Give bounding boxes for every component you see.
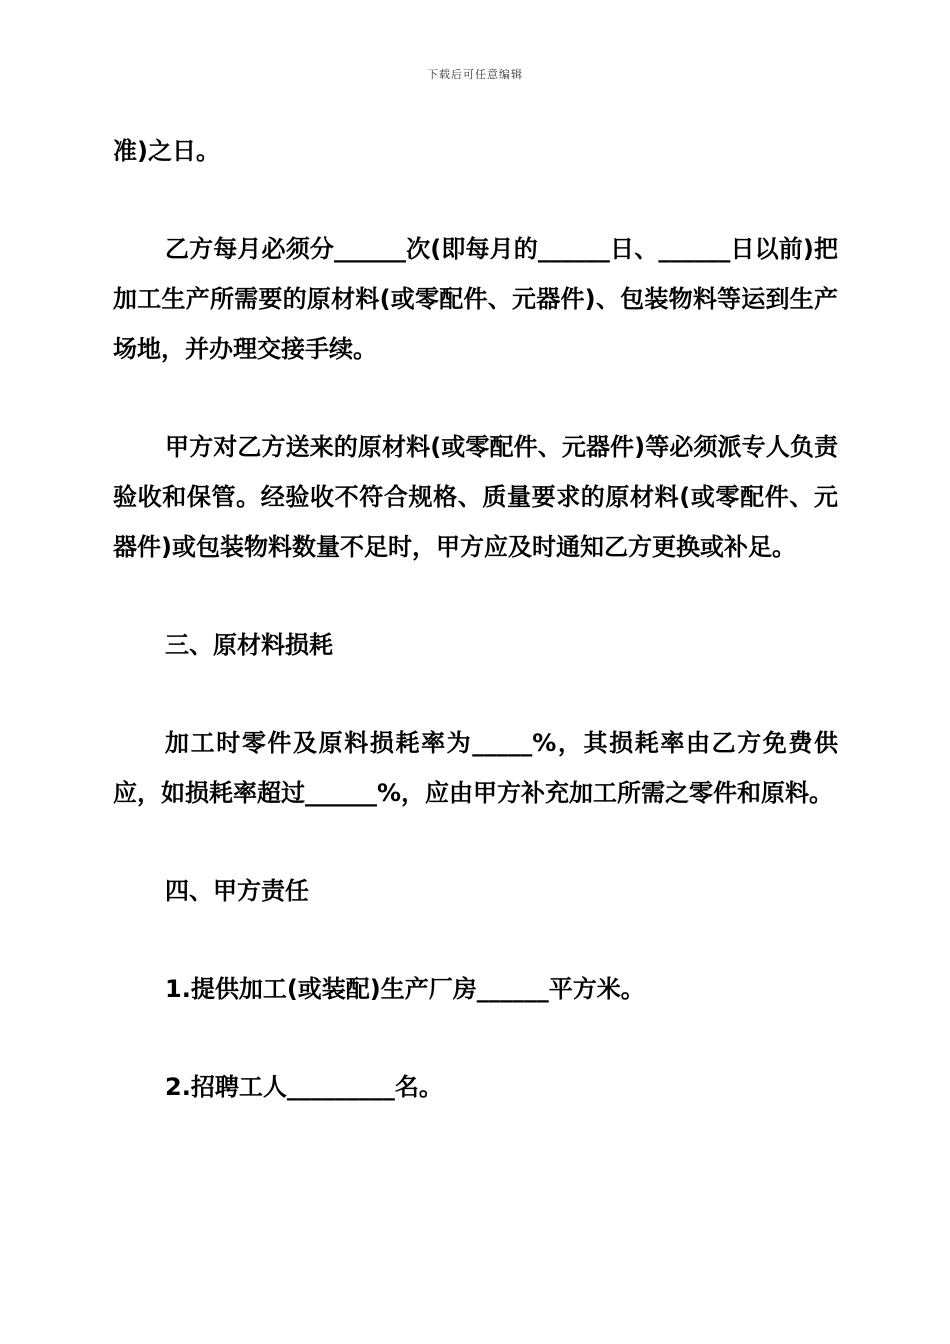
section-heading-material-loss: 三、原材料损耗 bbox=[165, 631, 333, 659]
paragraph-delivery-schedule: 乙方每月必须分______次(即每月的______日、______日以前)把加工生产所需要的原材料(或零配件、元器件)、包装物料等运到生产场地，并办理交接手续。 bbox=[113, 235, 838, 363]
page-header: 下载后可任意编辑 bbox=[427, 68, 523, 81]
paragraph-loss-rate: 加工时零件及原料损耗率为_____%，其损耗率由乙方免费供应，如损耗率超过______%，应由甲方补充加工所需之零件和原料。 bbox=[113, 729, 838, 807]
list-item-recruit-workers: 2.招聘工人_________名。 bbox=[165, 1073, 443, 1101]
document-body bbox=[113, 126, 838, 1112]
section-heading-party-a-duties: 四、甲方责任 bbox=[165, 877, 309, 905]
paragraph-inspection: 甲方对乙方送来的原材料(或零配件、元器件)等必须派专人负责验收和保管。经验收不符合规格、质量要求的原材料(或零配件、元器件)或包装物料数量不足时，甲方应及时通知乙方更换或补足。 bbox=[113, 433, 838, 561]
paragraph-continuation: 准)之日。 bbox=[113, 137, 220, 165]
list-item-factory-space: 1.提供加工(或装配)生产厂房______平方米。 bbox=[165, 975, 645, 1003]
